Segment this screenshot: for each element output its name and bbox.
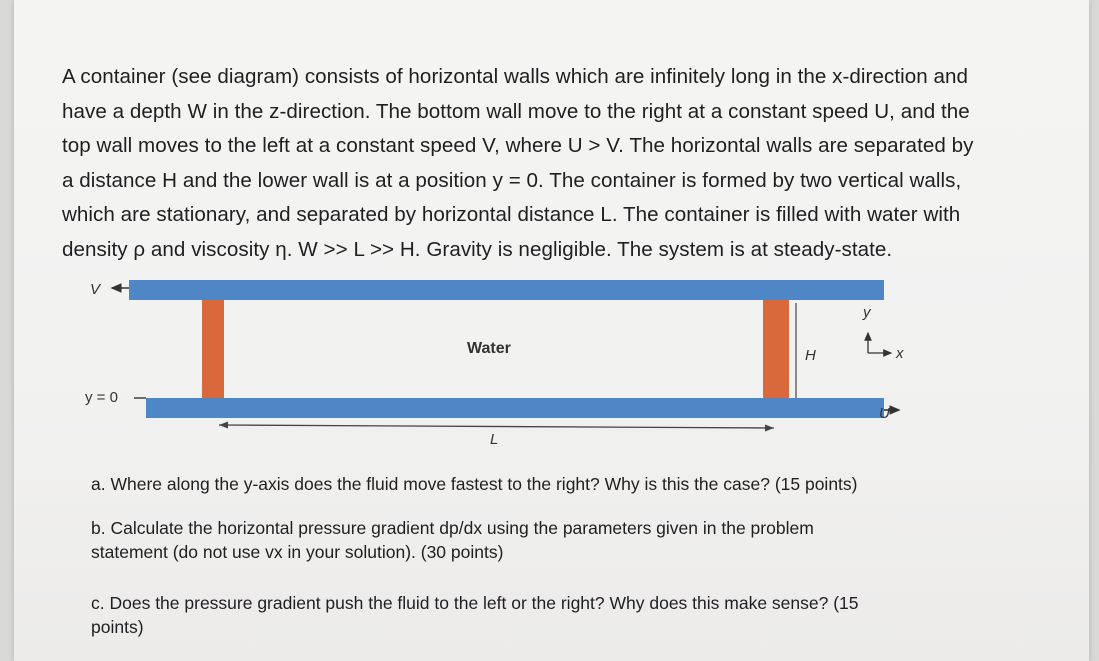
problem-line-2: have a depth W in the z-direction. The bottom wall move to the right at a constant speed U, and the — [62, 99, 970, 123]
top-wall — [129, 280, 884, 300]
x-axis-label: x — [896, 345, 904, 362]
length-arrow-left — [219, 422, 228, 429]
right-vertical-wall — [763, 300, 789, 403]
question-a: a. Where along the y-axis does the fluid move fastest to the right? Why is this the case? (15 points) — [91, 474, 858, 494]
question-c — [91, 591, 1021, 639]
length-label: L — [490, 431, 499, 448]
water-label: Water — [467, 340, 511, 357]
length-arrow-right — [765, 425, 774, 432]
question-c-line-1: c. Does the pressure gradient push the fluid to the left or the right? Why does this make sense? (15 — [91, 593, 859, 613]
top-wall-speed-label: V — [90, 281, 101, 298]
question-b-line-1: b. Calculate the horizontal pressure gradient dp/dx using the parameters given in the problem — [91, 518, 814, 538]
problem-line-4: a distance H and the lower wall is at a position y = 0. The container is formed by two vertical walls, — [62, 168, 962, 192]
y-zero-label: y = 0 — [85, 389, 118, 406]
question-c-line-2: points) — [91, 617, 144, 637]
bottom-wall-speed-label: U — [879, 405, 890, 422]
worksheet-page — [14, 0, 1089, 661]
y-axis-label: y — [863, 304, 871, 321]
bottom-wall — [146, 398, 884, 418]
question-b — [91, 516, 991, 564]
gap-label: H — [805, 347, 816, 364]
question-b-line-2: statement (do not use vx in your solution). (30 points) — [91, 542, 504, 562]
left-vertical-wall — [202, 300, 224, 398]
problem-line-6: density ρ and viscosity η. W >> L >> H. Gravity is negligible. The system is at steady-state. — [62, 237, 893, 261]
problem-line-1: A container (see diagram) consists of horizontal walls which are infinitely long in the x-direction and — [62, 65, 969, 88]
problem-line-5: which are stationary, and separated by horizontal distance L. The container is filled with water with — [62, 203, 961, 226]
problem-line-3: top wall moves to the left at a constant speed V, where U > V. The horizontal walls are separated by — [62, 134, 974, 157]
length-dimension-line — [219, 425, 774, 428]
